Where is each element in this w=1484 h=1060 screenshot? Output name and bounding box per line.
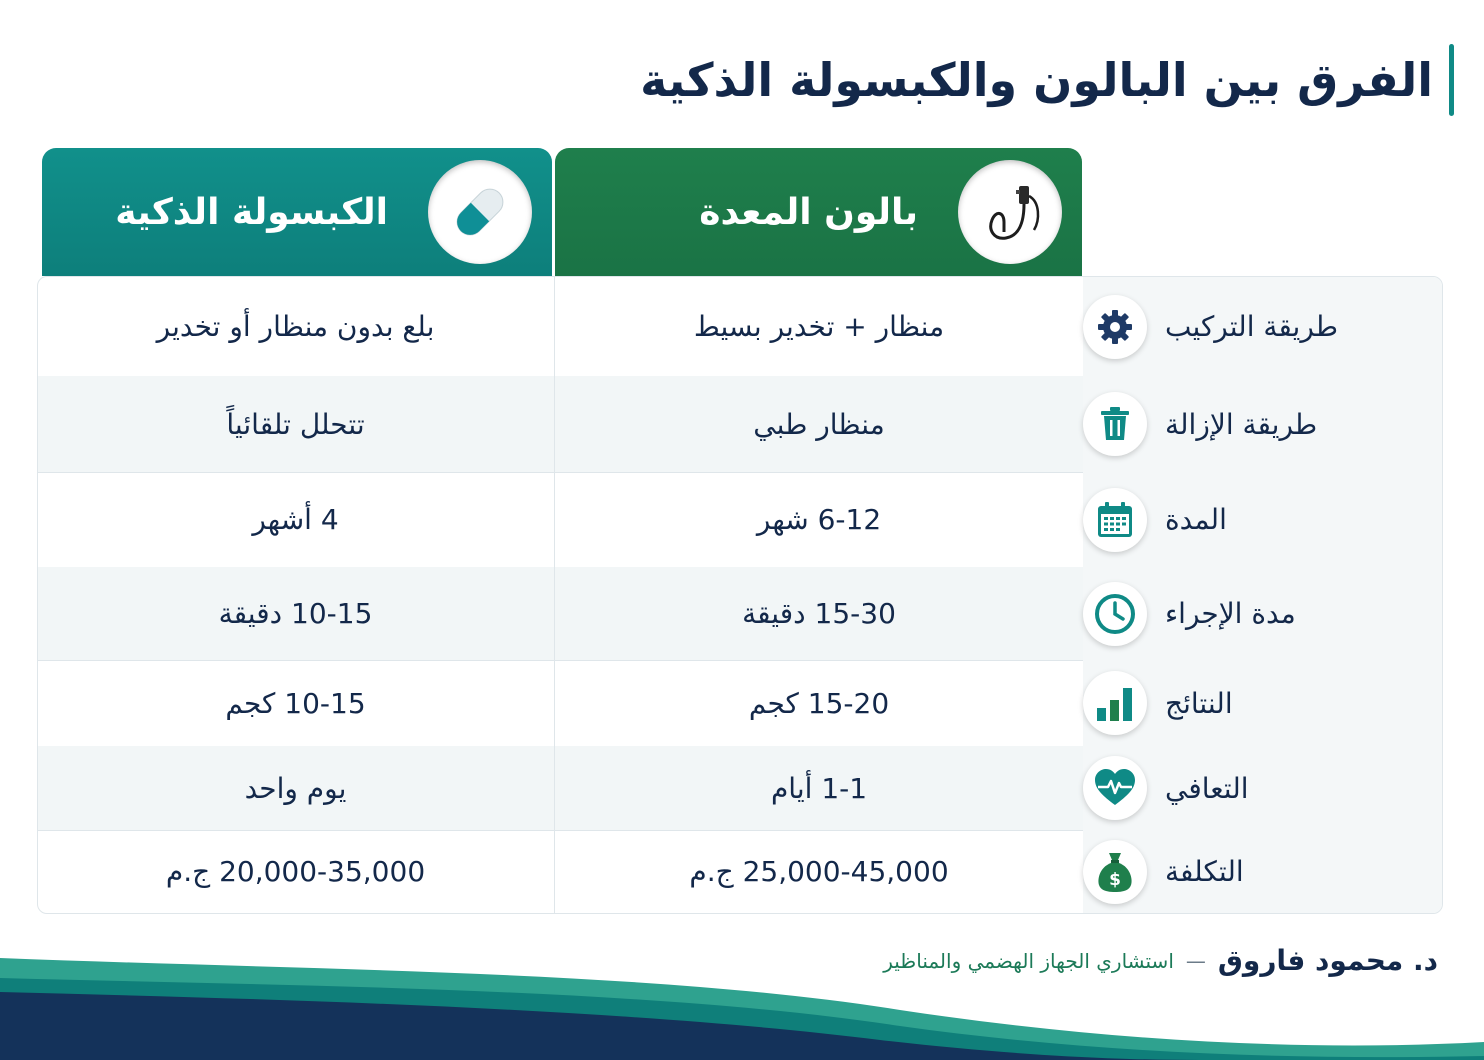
row-label-text: طريقة الإزالة [1165,407,1318,441]
column-header-balloon [555,148,1082,276]
capsule-cell: 20,000-35,000 ج.م [165,855,426,888]
money-bag-icon [1083,840,1147,904]
row-label [1083,376,1442,472]
table-row [38,830,1442,913]
row-label [1083,830,1442,913]
capsule-cell: 4 أشهر [252,503,339,536]
row-label-text: التكلفة [1165,855,1244,888]
heart-pulse-icon [1083,756,1147,820]
author-name: د. محمود فاروق [1217,944,1438,977]
page-title: الفرق بين البالون والكبسولة الذكية [640,53,1433,107]
comparison-table [37,276,1443,914]
row-label [1083,660,1442,746]
column-header-balloon-label: بالون المعدة [699,191,918,233]
bar-chart-icon [1083,671,1147,735]
capsule-cell: بلع بدون منظار أو تخدير [156,310,435,343]
balloon-cell: منظار + تخدير بسيط [554,277,1084,376]
capsule-cell: يوم واحد [244,771,347,805]
balloon-cell: 15-20 كجم [554,660,1084,746]
balloon-cell: 6-12 شهر [554,472,1084,567]
balloon-cell: 25,000-45,000 ج.م [554,830,1084,913]
balloon-cell: 1-1 أيام [554,746,1084,830]
row-label-text: طريقة التركيب [1165,310,1339,343]
credit-separator: — [1185,948,1206,973]
row-label [1083,567,1442,660]
table-row [38,567,1442,661]
table-row [38,277,1442,377]
row-label-text: التعافي [1165,771,1249,805]
clock-icon [1083,582,1147,646]
endoscope-icon [958,160,1062,264]
table-row [38,472,1442,568]
row-label [1083,277,1442,376]
row-label [1083,746,1442,830]
gear-icon [1083,295,1147,359]
author-credit [883,944,1438,977]
row-label-text: النتائج [1165,686,1233,720]
page-title-block [640,44,1454,116]
column-header-capsule-label: الكبسولة الذكية [115,191,388,233]
column-header-capsule [42,148,552,276]
trash-icon [1083,392,1147,456]
row-label-text: مدة الإجراء [1165,597,1296,630]
table-row [38,746,1442,831]
table-row [38,376,1442,473]
svg-text:$: $ [1109,869,1121,890]
balloon-cell: 15-30 دقيقة [554,567,1084,660]
title-accent-bar [1449,44,1454,116]
row-label-text: المدة [1165,503,1227,536]
capsule-icon [428,160,532,264]
calendar-icon [1083,488,1147,552]
capsule-cell: تتحلل تلقائياً [226,407,365,441]
capsule-cell: 10-15 كجم [225,686,366,720]
table-row [38,660,1442,747]
balloon-cell: منظار طبي [554,376,1084,472]
capsule-cell: 10-15 دقيقة [218,597,373,630]
row-label [1083,472,1442,567]
author-role: استشاري الجهاز الهضمي والمناظير [883,948,1174,973]
